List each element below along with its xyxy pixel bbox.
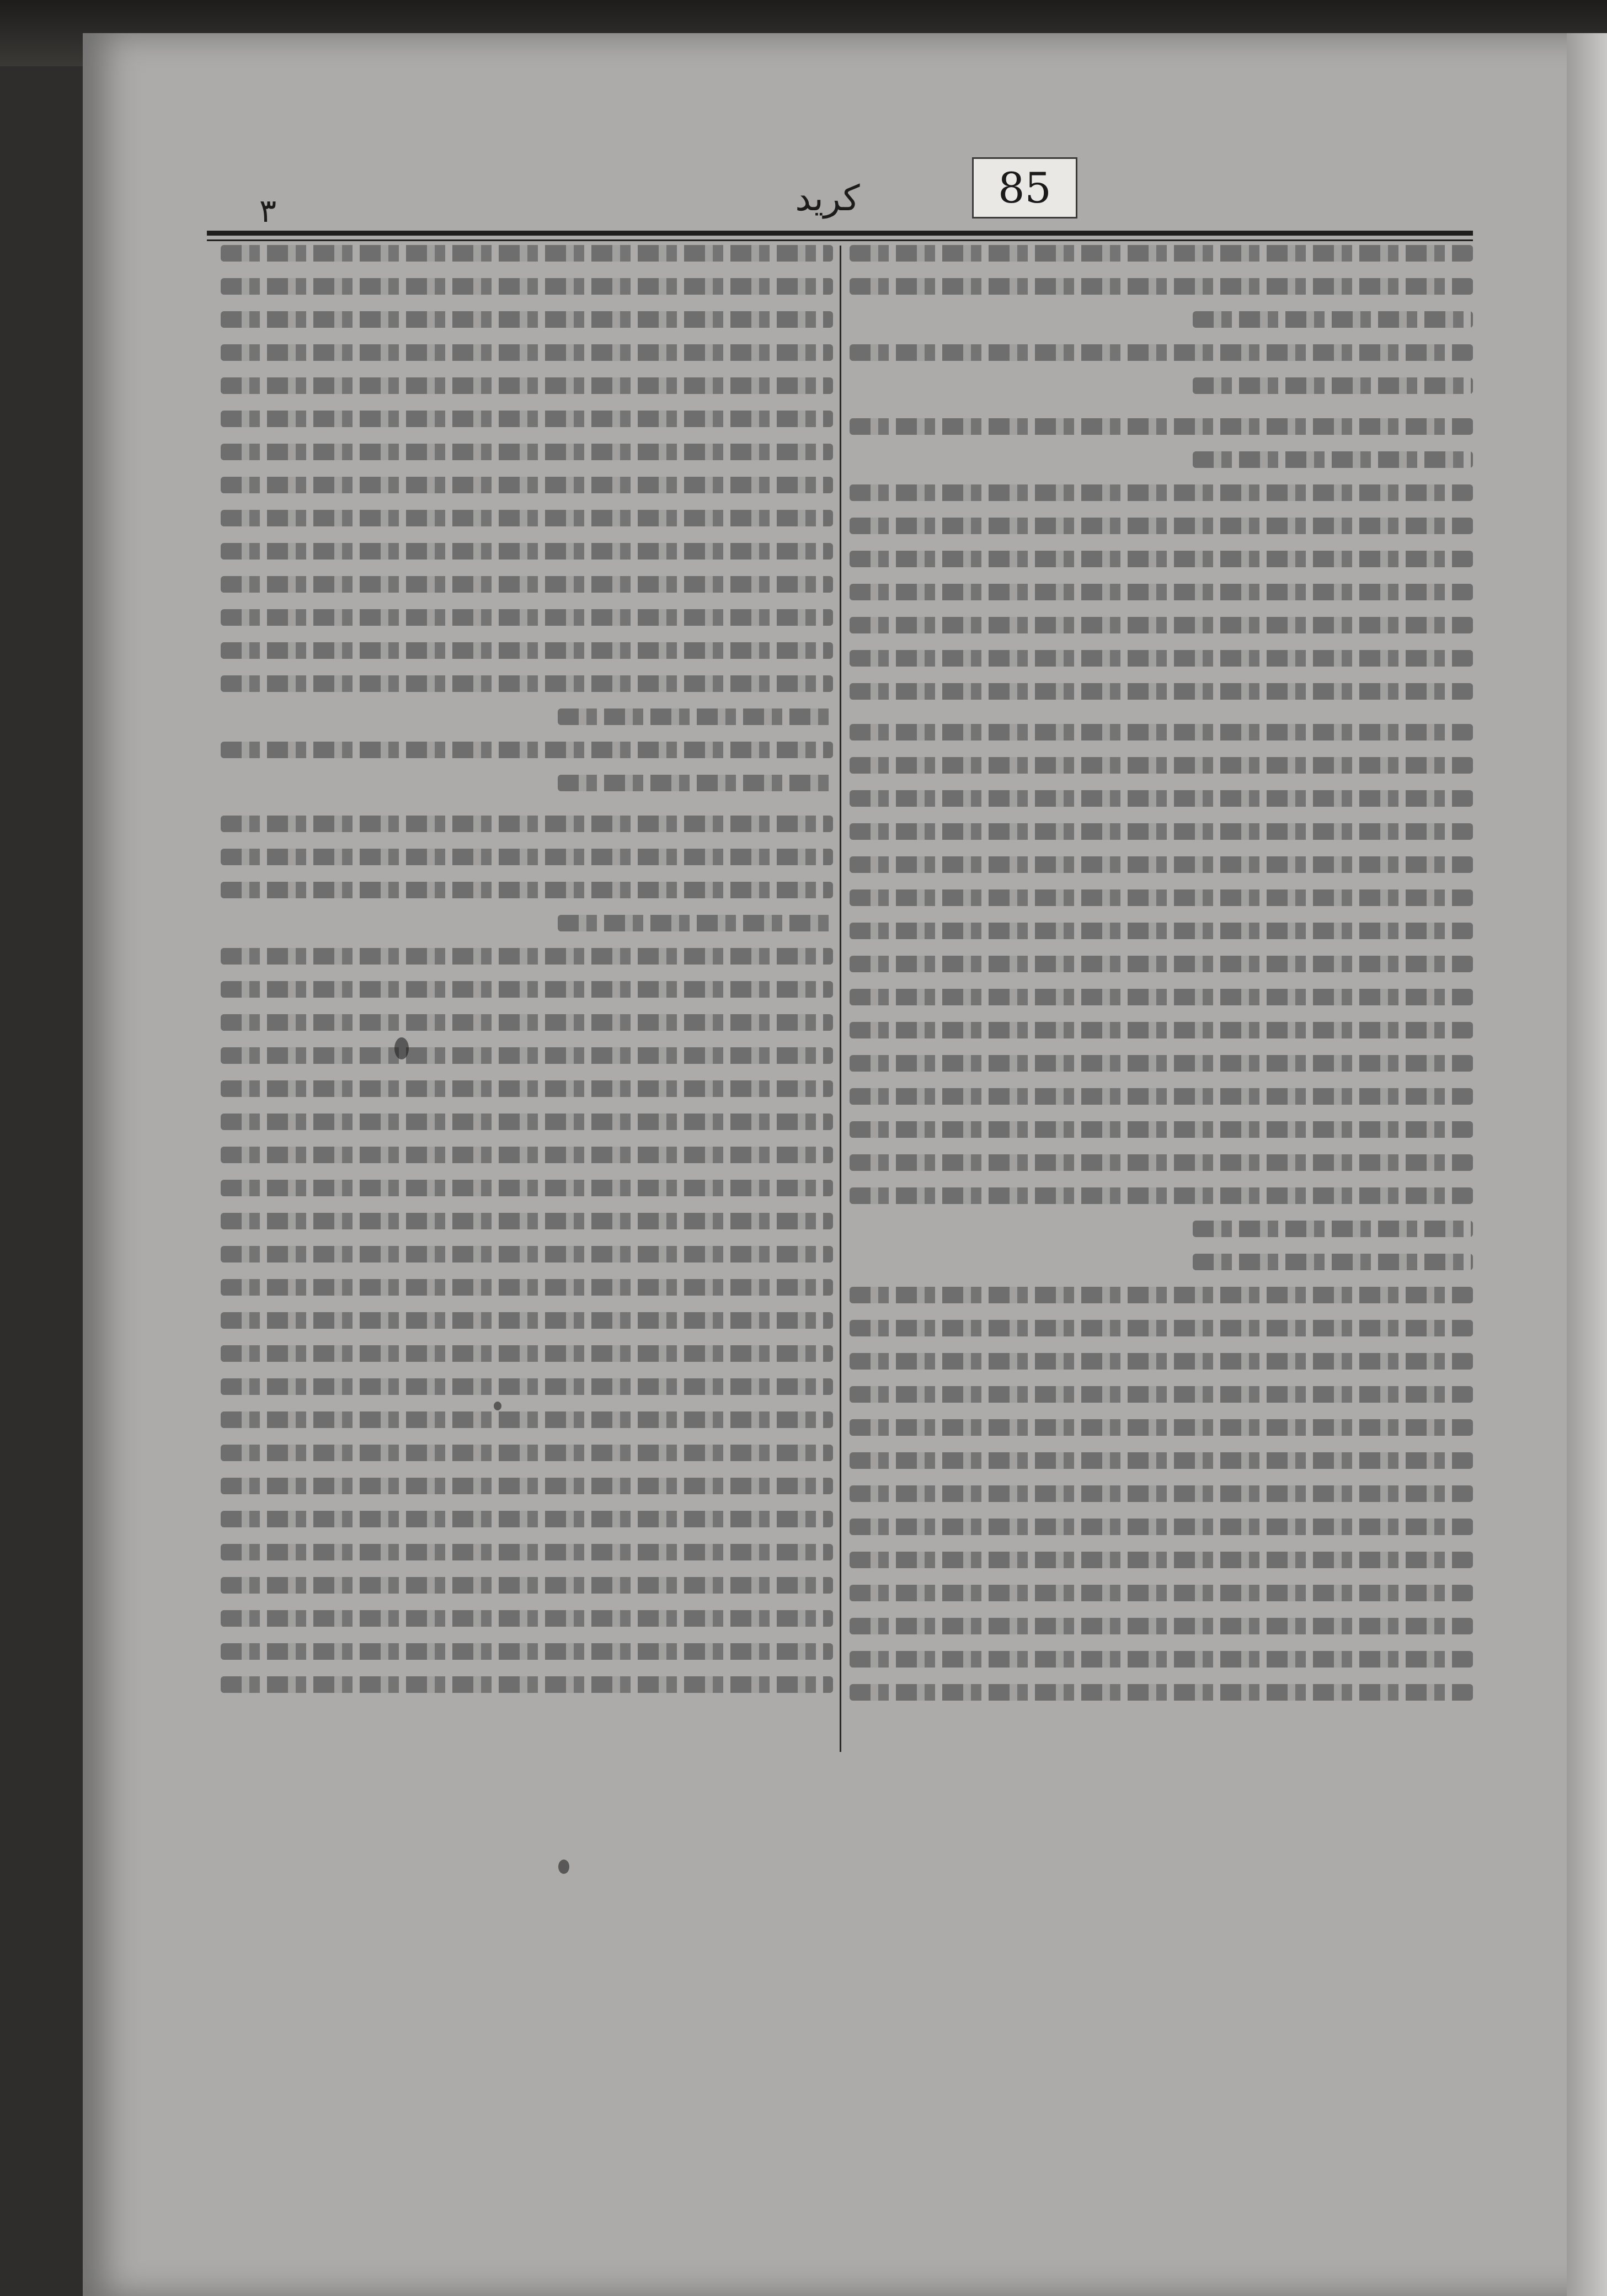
text-line: [221, 640, 833, 659]
text-line: [850, 1152, 1473, 1171]
masthead-title: كريد: [795, 178, 860, 219]
text-line: [221, 508, 833, 526]
text-line: [221, 1012, 833, 1031]
text-line: [221, 441, 833, 460]
text-line: [850, 953, 1473, 972]
text-line: [850, 854, 1473, 873]
text-line: [850, 309, 1473, 328]
text-line: [850, 1483, 1473, 1502]
text-line: [221, 1376, 833, 1395]
text-line: [850, 1218, 1473, 1237]
text-line: [850, 1417, 1473, 1436]
text-line: [221, 1442, 833, 1461]
ink-blot: [394, 1037, 409, 1059]
page-number: ٣: [259, 192, 277, 230]
text-line: [850, 1086, 1473, 1105]
header-rule: [207, 231, 1473, 236]
text-line: [221, 846, 833, 865]
text-line: [850, 648, 1473, 667]
text-line: [850, 243, 1473, 262]
page-edge: [1567, 33, 1607, 2296]
text-line: [221, 880, 833, 898]
text-line: [850, 482, 1473, 501]
text-line: [221, 773, 833, 791]
text-line: [850, 1318, 1473, 1336]
text-line: [850, 416, 1473, 435]
text-line: [221, 813, 833, 832]
text-line: [850, 1549, 1473, 1568]
text-line: [850, 375, 1473, 394]
text-line: [850, 1251, 1473, 1270]
text-line: [850, 1616, 1473, 1634]
text-line: [850, 788, 1473, 807]
text-line: [850, 1119, 1473, 1138]
text-line: [221, 1178, 833, 1196]
text-line: [221, 979, 833, 998]
text-line: [221, 243, 833, 262]
text-line: [221, 1608, 833, 1627]
text-line: [850, 987, 1473, 1005]
text-line: [850, 1185, 1473, 1204]
page-tag: 85: [972, 157, 1077, 219]
text-line: [850, 821, 1473, 840]
text-line: [850, 722, 1473, 741]
text-line: [221, 475, 833, 493]
text-line: [221, 541, 833, 560]
ink-blot: [494, 1402, 501, 1410]
text-line: [221, 673, 833, 692]
text-line: [221, 1211, 833, 1229]
header-rule-thin: [207, 239, 1473, 241]
text-line: [221, 276, 833, 295]
text-line: [221, 913, 833, 931]
text-line: [221, 375, 833, 394]
text-line: [221, 1409, 833, 1428]
text-line: [221, 946, 833, 965]
text-line: [850, 1583, 1473, 1601]
text-column-left: [221, 243, 833, 1707]
text-line: [850, 342, 1473, 361]
text-line: [221, 309, 833, 328]
text-line: [221, 574, 833, 593]
text-line: [850, 1682, 1473, 1701]
text-line: [850, 1053, 1473, 1072]
text-line: [850, 1351, 1473, 1370]
text-line: [850, 1285, 1473, 1303]
text-line: [850, 276, 1473, 295]
text-line: [221, 1575, 833, 1594]
text-line: [221, 1111, 833, 1130]
text-line: [850, 449, 1473, 468]
text-line: [850, 755, 1473, 774]
text-line: [221, 1475, 833, 1494]
text-line: [221, 1542, 833, 1560]
text-line: [221, 1078, 833, 1097]
text-line: [221, 1244, 833, 1262]
text-line: [850, 548, 1473, 567]
text-line: [221, 408, 833, 427]
text-column-right: [850, 243, 1473, 1715]
text-line: [850, 681, 1473, 700]
text-line: [850, 615, 1473, 633]
text-line: [221, 607, 833, 626]
text-line: [850, 1649, 1473, 1668]
text-line: [850, 1516, 1473, 1535]
text-line: [221, 1343, 833, 1362]
text-line: [850, 887, 1473, 906]
text-line: [221, 1641, 833, 1660]
text-line: [850, 582, 1473, 600]
text-line: [850, 920, 1473, 939]
text-line: [850, 1384, 1473, 1403]
ink-blot: [558, 1860, 569, 1874]
text-line: [850, 1450, 1473, 1469]
text-line: [221, 739, 833, 758]
text-line: [850, 1020, 1473, 1038]
text-line: [221, 706, 833, 725]
text-line: [221, 1045, 833, 1064]
column-divider: [840, 246, 841, 1752]
text-line: [221, 342, 833, 361]
text-line: [221, 1310, 833, 1329]
text-line: [221, 1509, 833, 1527]
text-line: [221, 1144, 833, 1163]
text-line: [221, 1277, 833, 1296]
text-line: [221, 1674, 833, 1693]
text-line: [850, 515, 1473, 534]
